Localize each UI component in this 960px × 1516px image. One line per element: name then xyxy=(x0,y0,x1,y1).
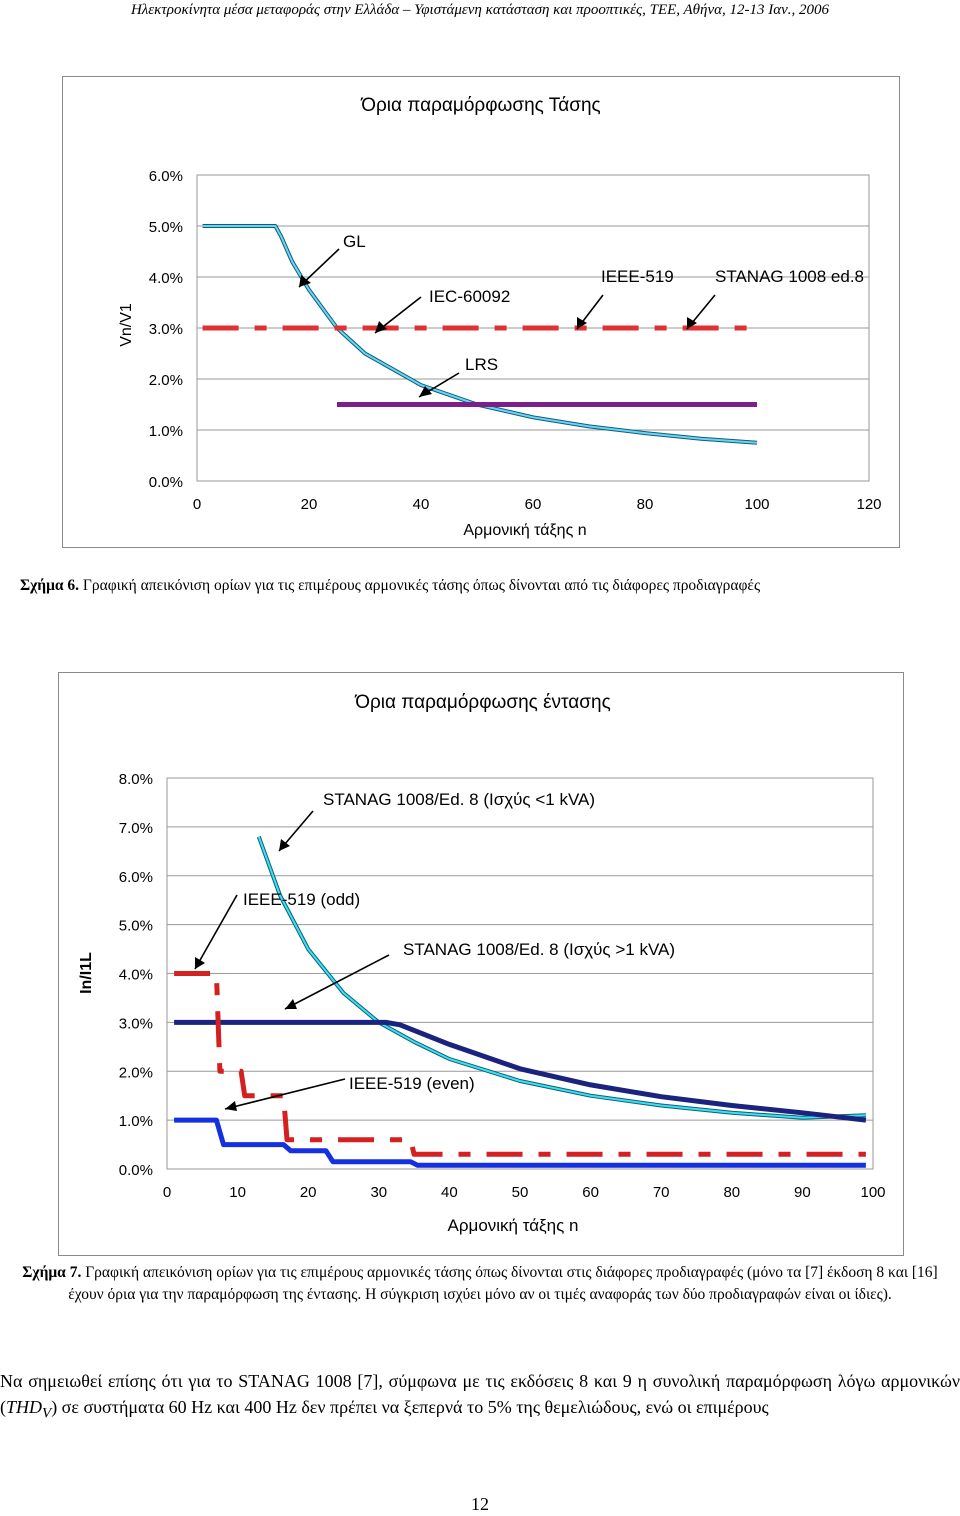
voltage-chart-svg xyxy=(63,77,899,547)
x-tick-label: 10 xyxy=(229,1184,246,1201)
figure7-caption-text: Γραφική απεικόνιση ορίων για τις επιμέρους αρμονικές τάσης όπως δίνονται στις διάφορες προδιαγραφές (μόνο τα [7] έκδοση 8 και [16] έχουν όρια για την παραμόρφωση της έντασης. Η σύγκριση ισχύει μόνο αν οι τιμές αναφοράς των δύο προδιαγραφών είναι οι ίδιες). xyxy=(68,1264,938,1303)
x-axis-label: Αρμονική τάξης n xyxy=(447,1216,579,1235)
arrow-ieee-odd xyxy=(195,895,237,969)
x-tick-label: 60 xyxy=(524,496,542,513)
series-line xyxy=(174,974,866,1155)
x-axis-label: Αρμονική τάξης n xyxy=(463,522,587,539)
body-thd-sub: V xyxy=(42,1405,52,1422)
y-tick-label: 6.0% xyxy=(118,868,153,886)
figure6-caption-label: Σχήμα 6. xyxy=(20,577,80,594)
y-axis-label: In/I1L xyxy=(78,952,95,994)
figure6-caption xyxy=(20,575,940,597)
x-tick-label: 60 xyxy=(582,1184,599,1201)
figure6-caption-text: Γραφική απεικόνιση ορίων για τις επιμέρους αρμονικές τάσης όπως δίνονται από τις διάφορες προδιαγραφές xyxy=(79,577,761,594)
label-gl: GL xyxy=(343,232,366,251)
annotations xyxy=(195,811,389,1109)
arrowheads xyxy=(195,839,297,1111)
y-tick-label: 7.0% xyxy=(118,819,153,837)
x-tick-label: 20 xyxy=(299,1184,317,1201)
body-text-a: Να σημειωθεί επίσης ότι για το STANAG 1008 [7], σύμφωνα με τις εκδόσεις 8 και 9 η συνολική παραμόρφωση λόγω αρμονικών ( xyxy=(0,1371,960,1417)
y-tick-label: 2.0% xyxy=(148,372,183,389)
page-number: 12 xyxy=(471,1494,489,1514)
body-text-b: ) σε συστήματα 60 Hz και 400 Hz δεν πρέπει να ξεπερνά το 5% της θεμελιώδους, ενώ οι επιμέρους xyxy=(51,1397,769,1417)
running-header: Ηλεκτροκίνητα μέσα μεταφοράς στην Ελλάδα – Υφιστάμενη κατάσταση και προοπτικές, ΤΕΕ, Αθήνα, 12-13 Ιαν., 2006 xyxy=(130,2,830,18)
y-tick-label: 0.0% xyxy=(118,1162,153,1179)
y-tick-label: 8.0% xyxy=(118,771,153,788)
y-tick-label: 4.0% xyxy=(118,966,153,984)
x-tick-label: 120 xyxy=(856,496,882,513)
series-line-outline xyxy=(203,226,757,443)
series-line xyxy=(174,1120,866,1165)
y-tick-label: 6.0% xyxy=(148,168,183,185)
label-ieee-odd: IEEE-519 (odd) xyxy=(243,890,361,909)
x-tick-label: 100 xyxy=(744,496,770,513)
x-tick-label: 90 xyxy=(794,1184,811,1201)
x-tick-label: 100 xyxy=(860,1184,886,1201)
y-tick-label: 1.0% xyxy=(148,423,183,440)
y-tick-label: 2.0% xyxy=(118,1064,153,1082)
series-line xyxy=(203,226,757,443)
y-tick-label: 0.0% xyxy=(148,474,183,491)
x-tick-label: 40 xyxy=(441,1184,458,1201)
label-stanag-gt1: STANAG 1008/Ed. 8 (Ισχύς >1 kVA) xyxy=(403,940,676,959)
chart-title: Όρια παραμόρφωσης Τάσης xyxy=(361,95,601,116)
voltage-distortion-chart xyxy=(62,76,900,548)
y-tick-label: 3.0% xyxy=(148,321,183,338)
x-tick-label: 80 xyxy=(636,496,654,513)
x-tick-label: 80 xyxy=(723,1184,741,1201)
x-tick-label: 40 xyxy=(412,496,430,513)
body-paragraph xyxy=(0,1368,960,1427)
y-tick-label: 5.0% xyxy=(118,917,153,935)
y-tick-label: 5.0% xyxy=(148,219,183,236)
chart-title: Όρια παραμόρφωσης έντασης xyxy=(355,692,611,713)
x-tick-label: 50 xyxy=(511,1184,529,1201)
x-tick-label: 0 xyxy=(192,496,202,513)
current-distortion-chart xyxy=(58,672,904,1256)
current-chart-svg xyxy=(59,673,903,1255)
figure7-caption xyxy=(20,1262,940,1306)
x-tick-label: 20 xyxy=(300,496,318,513)
figure7-caption-label: Σχήμα 7. xyxy=(22,1264,82,1281)
x-tick-label: 70 xyxy=(652,1184,670,1201)
x-tick-label: 0 xyxy=(162,1184,172,1201)
label-stanag: STANAG 1008 ed.8 xyxy=(715,267,864,286)
body-thd: THD xyxy=(6,1397,43,1417)
arrowhead-ieee-even xyxy=(225,1101,237,1111)
label-iec: IEC-60092 xyxy=(429,287,511,306)
x-tick-label: 30 xyxy=(370,1184,388,1201)
label-ieee519: IEEE-519 xyxy=(601,267,674,286)
label-ieee-even: IEEE-519 (even) xyxy=(349,1074,475,1093)
label-stanag-lt1: STANAG 1008/Ed. 8 (Ισχύς <1 kVA) xyxy=(323,790,596,809)
y-tick-label: 4.0% xyxy=(148,270,183,287)
y-tick-label: 1.0% xyxy=(118,1113,153,1131)
y-axis-label: Vn/V1 xyxy=(118,303,135,347)
label-lrs: LRS xyxy=(465,355,499,374)
y-tick-label: 3.0% xyxy=(118,1015,153,1033)
arrow-stanag-gt1 xyxy=(285,955,389,1009)
